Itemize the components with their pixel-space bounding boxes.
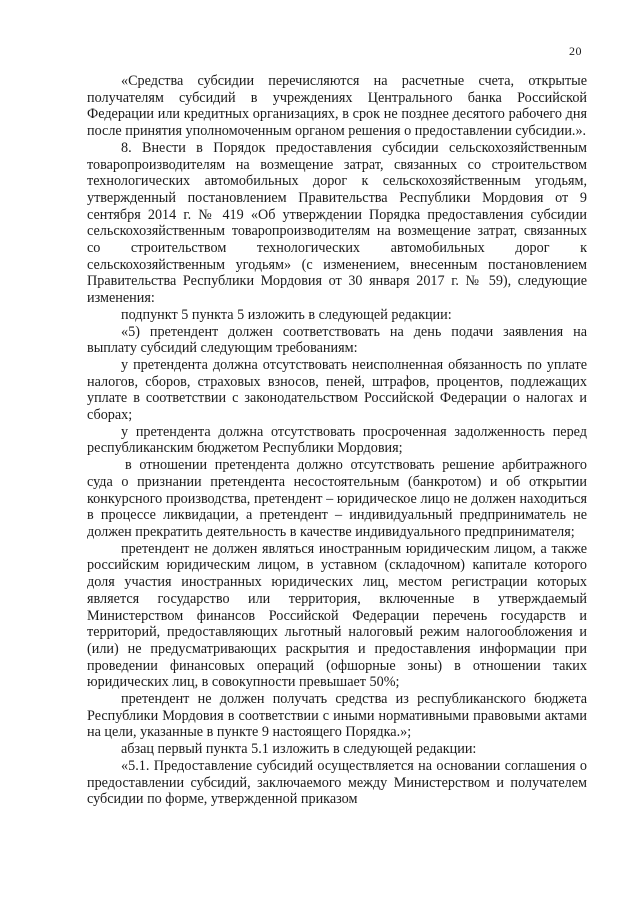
- paragraph-item-5-1-intro: абзац первый пункта 5.1 изложить в следующей редакции:: [121, 741, 477, 758]
- page-number: 20: [569, 44, 582, 58]
- paragraph-tax-obligation: у претендента должна отсутствовать неисполненная обязанность по уплате налогов, сборов, страховых взносов, пеней, штрафов, процентов, подлежащих уплате в соответствии с законодательством Российской Федерации о налогах и сборах;: [87, 356, 587, 424]
- paragraph-subsidy-transfer: «Средства субсидии перечисляются на расчетные счета, открытые получателям субсидий в учреждениях Центрального банка Российской Федерации или кредитных организациях, в срок не позднее десятого рабочего дня после принятия уполномоченным органом решения о предоставлении субсидии.».: [87, 73, 587, 140]
- paragraph-subitem-5-intro: подпункт 5 пункта 5 изложить в следующей редакции:: [121, 306, 452, 323]
- paragraph-item-8: 8. Внести в Порядок предоставления субсидии сельскохозяйственным товаропроизводителям на возмещение затрат, связанных со строительством технологических автомобильных дорог к сельскохозяйственным угодьям, утвержденный постановлением Правительства Республики Мордовия от 9 сентября 2014 г. № 419 «Об утверждении Порядка предоставления субсидии сельскохозяйственным товаропроизводителям на возмещение затрат, связанных со строительством технологических автомобильных дорог к сельскохозяйственным угодьям» (с изменением, внесенным постановлением Правительства Республики Мордовия от 30 января 2017 г. № 59), следующие изменения:: [87, 139, 587, 307]
- paragraph-budget-debt: у претендента должна отсутствовать просроченная задолженность перед республиканским бюджетом Республики Мордовия;: [87, 423, 587, 457]
- paragraph-bankruptcy: в отношении претендента должно отсутствовать решение арбитражного суда о признании претендента несостоятельным (банкротом) и об открытии конкурсного производства, претендент – юридическое лицо не должен находиться в процессе ликвидации, а претендент – индивидуальный предприниматель не должен прекратить деятельность в качестве индивидуального предпринимателя;: [87, 457, 587, 540]
- paragraph-foreign-entity: претендент не должен являться иностранным юридическим лицом, а также российским юридическим лицом, в уставном (складочном) капитале которого доля участия иностранных юридических лиц, местом регистрации которых является государство или территория, включенные в утверждаемый Министерством финансов Российской Федерации перечень государств и территорий, предоставляющих льготный налоговый режим налогообложения и (или) не предусматривающих раскрытия и предоставления информации при проведении финансовых операций (офшорные зоны) в отношении таких юридических лиц, в совокупности превышает 50%;: [87, 540, 587, 691]
- paragraph-other-funds: претендент не должен получать средства из республиканского бюджета Республики Мордовия в соответствии с иными нормативными правовыми актами на цели, указанные в пункте 9 настоящего Порядка.»;: [87, 691, 587, 741]
- paragraph-requirements-intro: «5) претендент должен соответствовать на день подачи заявления на выплату субсидий следующим требованиям:: [87, 323, 587, 357]
- document-body: [87, 73, 587, 808]
- paragraph-item-5-1-text: «5.1. Предоставление субсидий осуществляется на основании соглашения о предоставлении субсидий, заключаемого между Министерством и получателем субсидии по форме, утвержденной приказом: [87, 757, 587, 808]
